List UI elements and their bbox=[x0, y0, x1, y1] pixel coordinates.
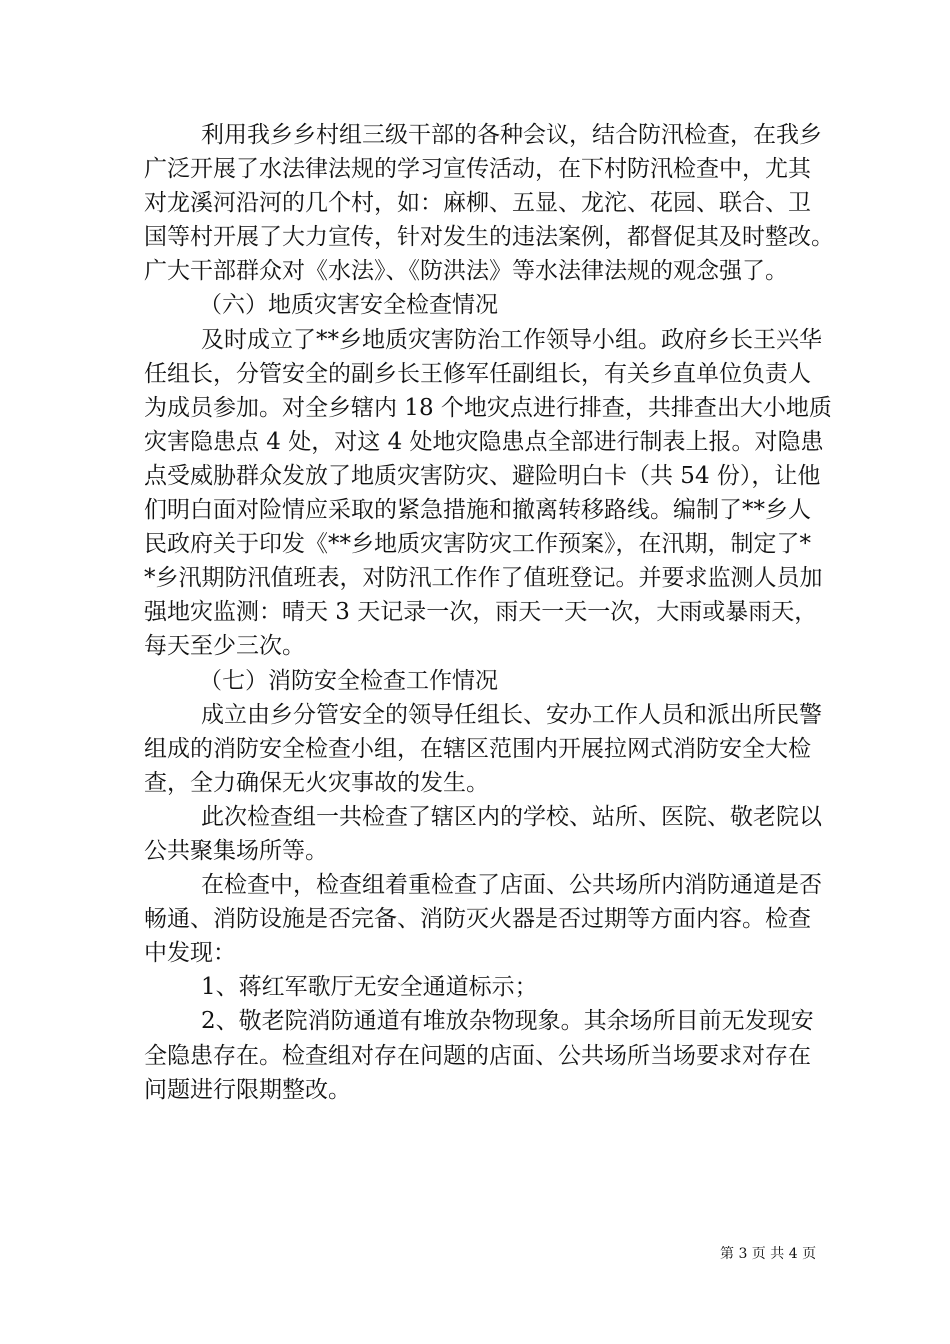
paragraph-line: 问题进行限期整改。 bbox=[144, 1076, 351, 1103]
paragraph-line: 此次检查组一共检查了辖区内的学校、站所、医院、敬老院以 bbox=[201, 803, 822, 830]
paragraph-line: 强地灾监测：晴天 3 天记录一次，雨天一天一次，大雨或暴雨天， bbox=[144, 599, 818, 626]
paragraph-line: 民政府关于印发《**乡地质灾害防灾工作预案》，在汛期，制定了* bbox=[144, 531, 811, 558]
paragraph-line: 及时成立了**乡地质灾害防治工作领导小组。政府乡长王兴华 bbox=[201, 326, 822, 353]
paragraph-line: 点受威胁群众发放了地质灾害防灾、避险明白卡（共 54 份），让他 bbox=[144, 462, 821, 489]
paragraph-line: 任组长，分管安全的副乡长王修军任副组长，有关乡直单位负责人 bbox=[144, 360, 811, 387]
paragraph-line: 组成的消防安全检查小组，在辖区范围内开展拉网式消防安全大检 bbox=[144, 735, 811, 762]
paragraph-line: 查，全力确保无火灾事故的发生。 bbox=[144, 769, 489, 796]
paragraph-line: 为成员参加。对全乡辖内 18 个地灾点进行排查，共排查出大小地质 bbox=[144, 394, 832, 421]
paragraph-line: 全隐患存在。检查组对存在问题的店面、公共场所当场要求对存在 bbox=[144, 1042, 811, 1069]
paragraph-line: 成立由乡分管安全的领导任组长、安办工作人员和派出所民警 bbox=[201, 701, 822, 728]
section-heading-six: （六）地质灾害安全检查情况 bbox=[199, 292, 498, 319]
paragraph-line: 畅通、消防设施是否完备、消防灭火器是否过期等方面内容。检查 bbox=[144, 906, 811, 933]
paragraph-line: 对龙溪河沿河的几个村，如：麻柳、五显、龙沱、花园、联合、卫 bbox=[144, 190, 811, 217]
paragraph-line: 中发现： bbox=[144, 940, 236, 967]
paragraph-line: 广大干部群众对《水法》、《防洪法》等水法律法规的观念强了。 bbox=[144, 258, 788, 285]
paragraph-line: 公共聚集场所等。 bbox=[144, 837, 328, 864]
list-item-1: 1、蒋红军歌厅无安全通道标示； bbox=[201, 974, 538, 1001]
page-number-footer: 第 3 页 共 4 页 bbox=[720, 1246, 817, 1262]
paragraph-line: 们明白面对险情应采取的紧急措施和撤离转移路线。编制了**乡人 bbox=[144, 497, 811, 524]
paragraph-line: 灾害隐患点 4 处，对这 4 处地灾隐患点全部进行制表上报。对隐患 bbox=[144, 428, 824, 455]
list-item-2: 2、敬老院消防通道有堆放杂物现象。其余场所目前无发现安 bbox=[201, 1008, 814, 1035]
paragraph-line: 在检查中，检查组着重检查了店面、公共场所内消防通道是否 bbox=[201, 872, 822, 899]
document-body bbox=[144, 118, 834, 1107]
paragraph-line: 广泛开展了水法律法规的学习宣传活动，在下村防汛检查中，尤其 bbox=[144, 156, 811, 183]
paragraph-line: 利用我乡乡村组三级干部的各种会议，结合防汛检查，在我乡 bbox=[201, 122, 822, 148]
paragraph-line: 国等村开展了大力宣传，针对发生的违法案例，都督促其及时整改。 bbox=[144, 224, 834, 251]
paragraph-line: *乡汛期防汛值班表，对防汛工作作了值班登记。并要求监测人员加 bbox=[144, 565, 823, 592]
section-heading-seven: （七）消防安全检查工作情况 bbox=[199, 667, 498, 694]
paragraph-line: 每天至少三次。 bbox=[144, 633, 305, 660]
